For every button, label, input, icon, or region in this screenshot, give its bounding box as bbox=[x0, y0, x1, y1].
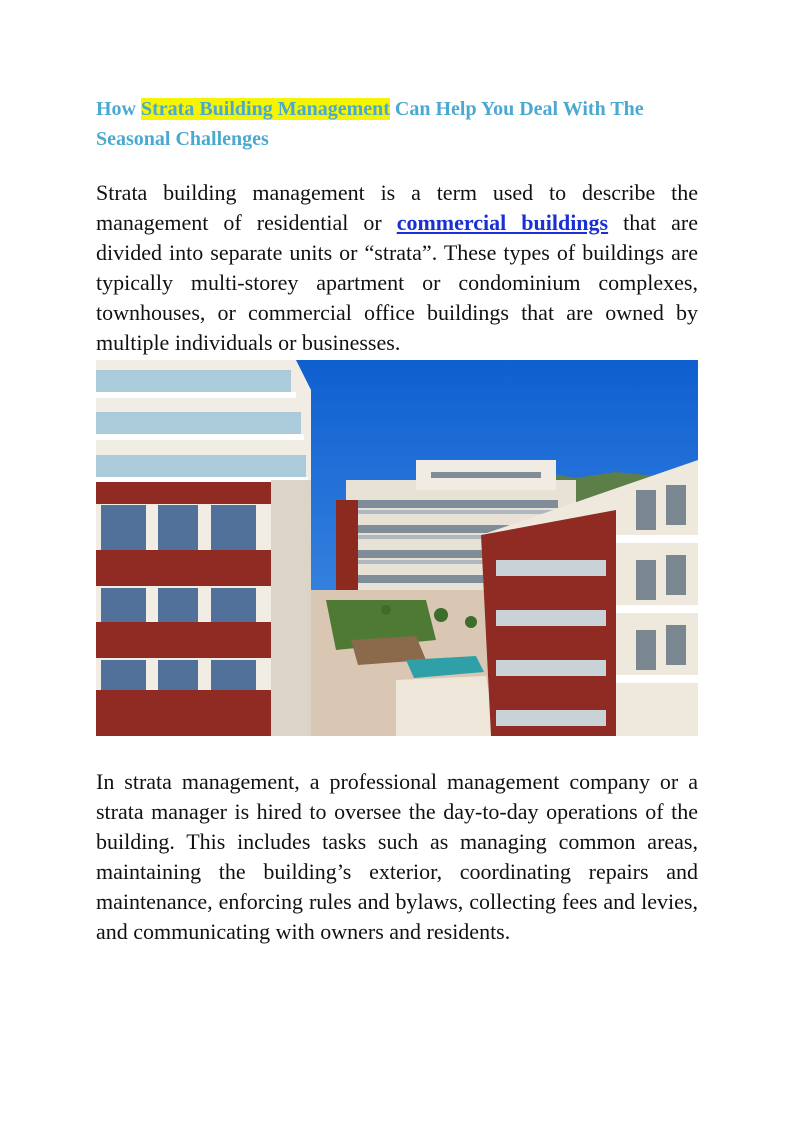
apartment-complex-image bbox=[96, 360, 698, 736]
page-title bbox=[96, 94, 698, 154]
body-paragraph: In strata management, a professional management company or a strata manager is hired to oversee the day-to-day operations of the building. This includes tasks such as managing common areas, maintaining the building’s exterior, coordinating repairs and maintenance, enforcing rules and bylaws, collecting fees and levies, and communicating with owners and residents. bbox=[96, 769, 698, 944]
intro-paragraph bbox=[96, 178, 698, 358]
commercial-buildings-link[interactable]: commercial buildings bbox=[396, 210, 609, 235]
title-suffix: Can Help You Deal With The Seasonal Challenges bbox=[96, 98, 644, 150]
intro-text-after-link: that are divided into separate units or “strata”. These types of buildings are typically multi-storey apartment or condominium complexes, townhouses, or commercial office buildings that are owned by multiple individuals or businesses. bbox=[96, 210, 698, 355]
title-highlight: Strata Building Management bbox=[141, 98, 390, 120]
intro-text-before-link: Strata building management is a term used to describe the management of residential or bbox=[96, 180, 698, 235]
title-prefix: How bbox=[96, 98, 141, 120]
